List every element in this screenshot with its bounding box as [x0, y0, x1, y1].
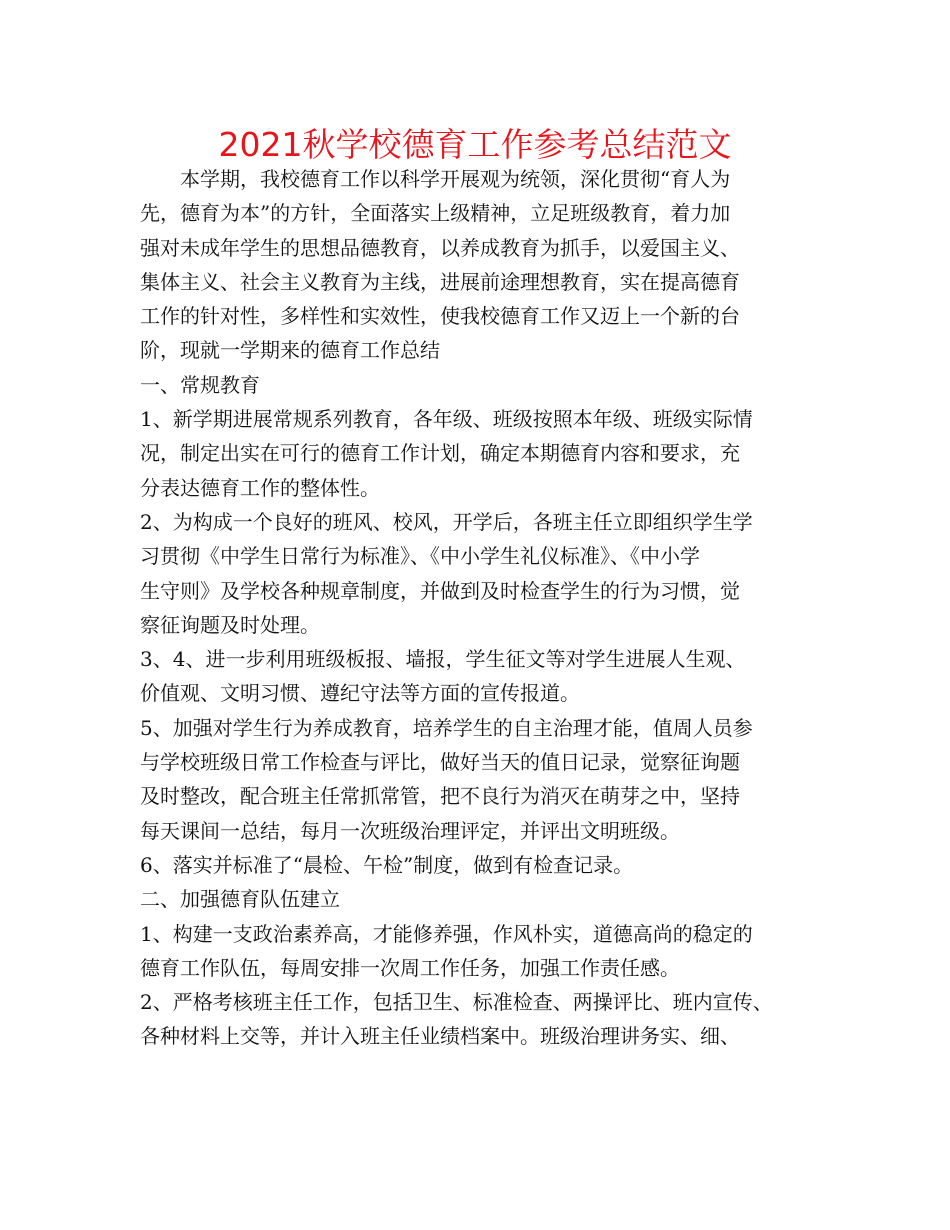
body-line: 1、构建一支政治素养高，才能修养强，作风朴实，道德高尚的稳定的 — [140, 921, 753, 946]
body-line: 况，制定出实在可行的德育工作计划，确定本期德育内容和要求，充 — [140, 441, 740, 466]
body-line: 与学校班级日常工作检查与评比，做好当天的值日记录，觉察征询题 — [140, 750, 740, 775]
body-line: 及时整改，配合班主任常抓常管，把不良行为消灭在萌芽之中，坚持 — [140, 784, 740, 809]
body-line: 生守则》及学校各种规章制度，并做到及时检查学生的行为习惯，觉 — [140, 578, 740, 603]
body-line: 习贯彻《中学生日常行为标准》、《中小学生礼仪标准》、《中小学 — [140, 544, 700, 569]
body-line: 各种材料上交等，并计入班主任业绩档案中。班级治理讲务实、细、 — [140, 1024, 740, 1049]
body-line: 每天课间一总结，每月一次班级治理评定，并评出文明班级。 — [140, 818, 680, 843]
body-line: 2、严格考核班主任工作，包括卫生、标准检查、两操评比、班内宣传、 — [140, 990, 773, 1015]
body-line: 集体主义、社会主义教育为主线，进展前途理想教育，实在提高德育 — [140, 269, 740, 294]
document-body — [140, 162, 830, 1054]
body-line: 本学期，我校德育工作以科学开展观为统领，深化贯彻“育人为 — [140, 167, 731, 191]
section-heading: 一、常规教育 — [140, 372, 260, 397]
body-line: 强对未成年学生的思想品德教育，以养成教育为抓手，以爱国主义、 — [140, 235, 740, 260]
body-line: 察征询题及时处理。 — [140, 612, 320, 637]
body-line: 6、落实并标准了“晨检、午检”制度，做到有检查记录。 — [140, 852, 634, 877]
body-line: 2、为构成一个良好的班风、校风，开学后，各班主任立即组织学生学 — [140, 509, 753, 534]
body-line: 德育工作队伍，每周安排一次周工作任务，加强工作责任感。 — [140, 955, 680, 980]
body-line: 先，德育为本”的方针，全面落实上级精神，立足班级教育，着力加 — [140, 201, 731, 226]
body-line: 3、4、进一步利用班级板报、墙报，学生征文等对学生进展人生观、 — [140, 647, 746, 672]
body-line: 阶，现就一学期来的德育工作总结 — [140, 338, 440, 363]
body-line: 1、新学期进展常规系列教育，各年级、班级按照本年级、班级实际情 — [140, 407, 753, 432]
body-line: 价值观、文明习惯、遵纪守法等方面的宣传报道。 — [140, 681, 580, 706]
body-line: 5、加强对学生行为养成教育，培养学生的自主治理才能，值周人员参 — [140, 715, 753, 740]
body-line: 工作的针对性，多样性和实效性，使我校德育工作又迈上一个新的台 — [140, 304, 740, 329]
section-heading: 二、加强德育队伍建立 — [140, 887, 340, 912]
document-title: 2021秋学校德育工作参考总结范文 — [218, 125, 732, 164]
body-line: 分表达德育工作的整体性。 — [140, 475, 380, 500]
